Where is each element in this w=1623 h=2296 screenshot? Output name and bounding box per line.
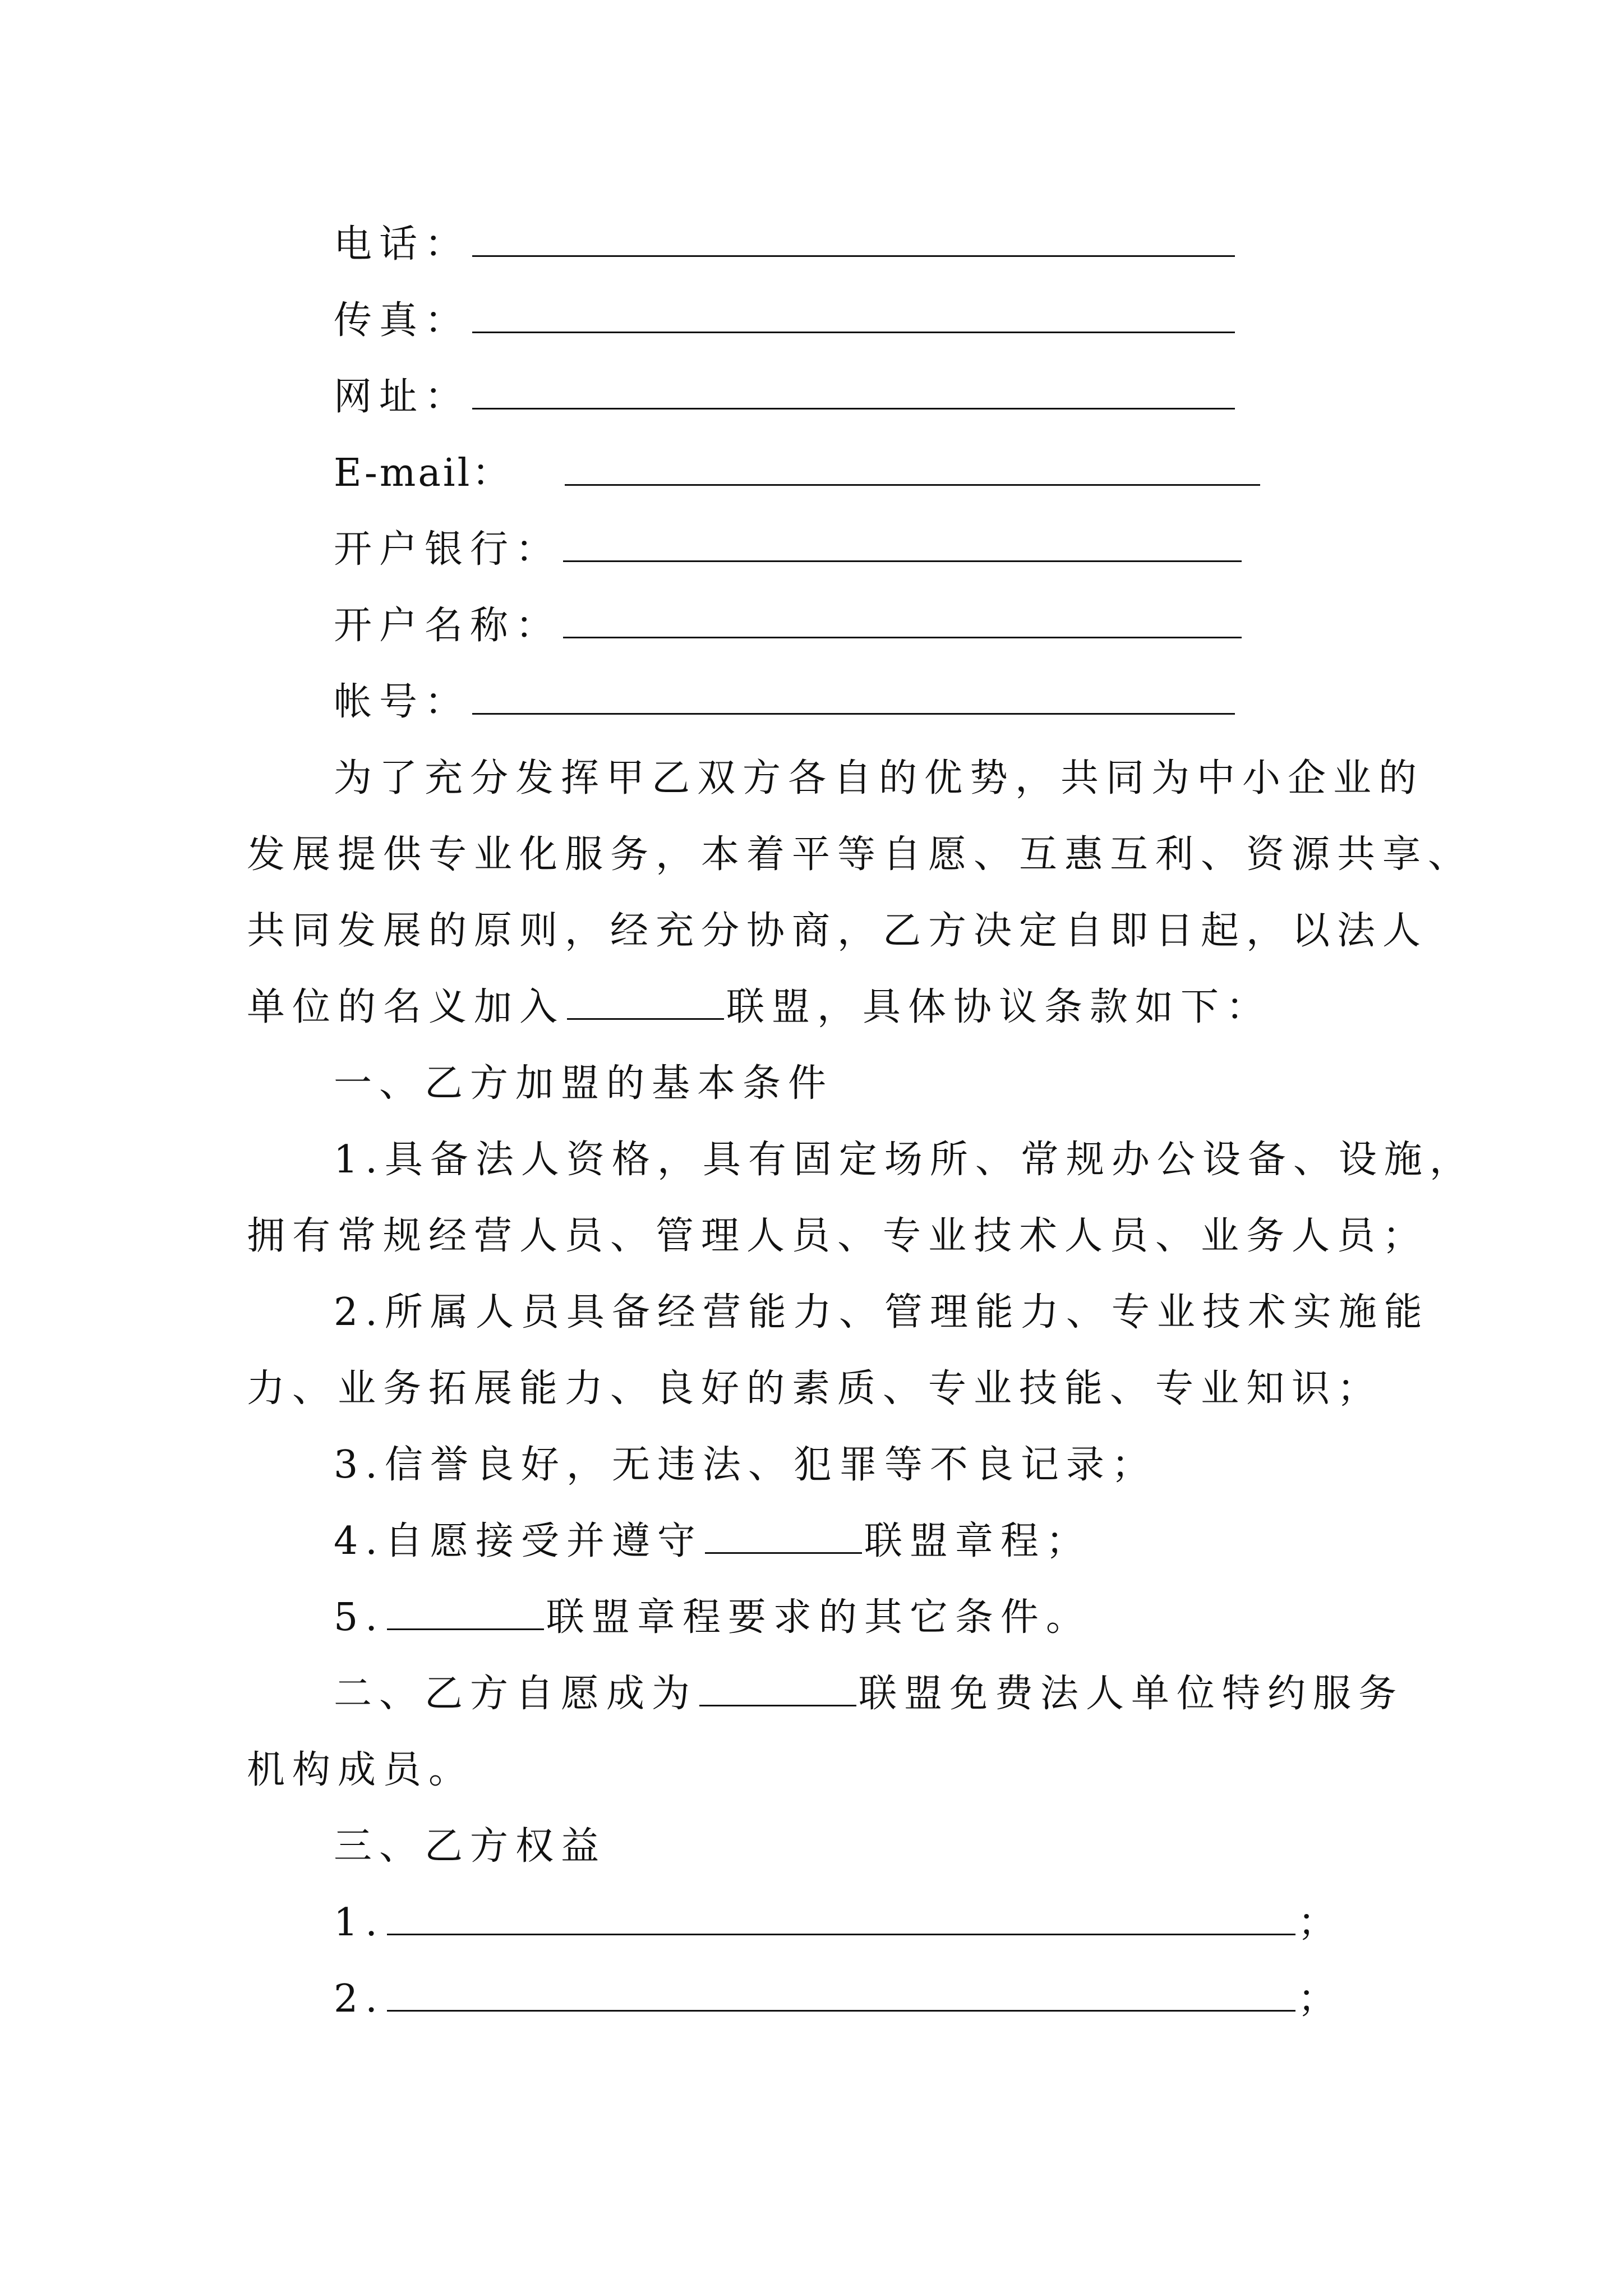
account-no-blank[interactable] xyxy=(472,680,1235,715)
section1-item4-before: 4.自愿接受并遵守 xyxy=(334,1519,703,1563)
intro-line-2: 发展提供专业化服务，本着平等自愿、互惠互利、资源共享、 xyxy=(247,832,1474,877)
section1-item4-after: 联盟章程； xyxy=(864,1519,1091,1563)
section3-item1-suffix: ； xyxy=(1297,1901,1343,1945)
account-no-label: 帐号： xyxy=(334,680,471,724)
email-field-row xyxy=(334,451,1478,496)
section2-line1 xyxy=(334,1672,1478,1717)
section3-item2-suffix: ； xyxy=(1297,1977,1343,2021)
section3-heading: 三、乙方权益 xyxy=(334,1824,607,1869)
rights-item2-blank[interactable] xyxy=(387,1977,1295,2012)
section1-item4 xyxy=(334,1519,1478,1564)
section1-heading: 一、乙方加盟的基本条件 xyxy=(334,1061,834,1106)
intro-line-1: 为了充分发挥甲乙双方各自的优势，共同为中小企业的 xyxy=(334,756,1424,800)
intro-line-3: 共同发展的原则，经充分协商，乙方决定自即日起，以法人 xyxy=(247,909,1428,953)
alliance-name-blank-4[interactable] xyxy=(699,1672,856,1706)
website-field-row xyxy=(334,375,1478,420)
section2-line2: 机构成员。 xyxy=(247,1748,474,1792)
intro-line-4-before: 单位的名义加入 xyxy=(247,985,565,1029)
fax-blank[interactable] xyxy=(472,299,1235,333)
fax-field-row xyxy=(334,298,1478,343)
phone-blank[interactable] xyxy=(472,223,1235,257)
phone-field-row xyxy=(334,222,1478,267)
account-name-blank[interactable] xyxy=(563,604,1242,638)
email-blank[interactable] xyxy=(565,452,1260,486)
section3-item1-prefix: 1. xyxy=(334,1901,385,1945)
account-name-field-row xyxy=(334,604,1478,648)
section1-item5 xyxy=(334,1595,1478,1640)
account-name-label: 开户名称： xyxy=(334,604,561,648)
section1-item1-line2: 拥有常规经营人员、管理人员、专业技术人员、业务人员； xyxy=(247,1214,1428,1258)
section1-item5-before: 5. xyxy=(334,1595,385,1640)
phone-label: 电话： xyxy=(334,222,471,266)
intro-line-4-after: 联盟，具体协议条款如下： xyxy=(726,985,1272,1029)
website-label: 网址： xyxy=(334,375,471,419)
section1-item2-line2: 力、业务拓展能力、良好的素质、专业技能、专业知识； xyxy=(247,1366,1383,1411)
section3-item2 xyxy=(334,1977,1478,2022)
section2-line1-after: 联盟免费法人单位特约服务 xyxy=(859,1672,1404,1716)
account-no-field-row xyxy=(334,680,1478,725)
email-label: E-mail： xyxy=(334,451,513,495)
bank-blank[interactable] xyxy=(563,528,1242,562)
section1-item1-line1: 1.具备法人资格，具有固定场所、常规办公设备、设施， xyxy=(334,1138,1475,1182)
bank-label: 开户银行： xyxy=(334,527,561,572)
section2-line1-before: 二、乙方自愿成为 xyxy=(334,1672,698,1716)
alliance-name-blank-2[interactable] xyxy=(705,1520,862,1554)
fax-label: 传真： xyxy=(334,298,471,343)
section3-item2-prefix: 2. xyxy=(334,1977,385,2021)
bank-field-row xyxy=(334,527,1478,572)
section1-item2-line1: 2.所属人员具备经营能力、管理能力、专业技术实施能 xyxy=(334,1290,1430,1335)
section3-item1 xyxy=(334,1901,1478,1945)
alliance-name-blank-3[interactable] xyxy=(387,1596,544,1630)
website-blank[interactable] xyxy=(472,375,1235,409)
section1-item5-after: 联盟章程要求的其它条件。 xyxy=(546,1595,1091,1640)
rights-item1-blank[interactable] xyxy=(387,1901,1295,1935)
intro-line-4 xyxy=(247,985,1391,1030)
section1-item3: 3.信誉良好，无违法、犯罪等不良记录； xyxy=(334,1443,1157,1487)
alliance-name-blank-1[interactable] xyxy=(567,986,724,1020)
